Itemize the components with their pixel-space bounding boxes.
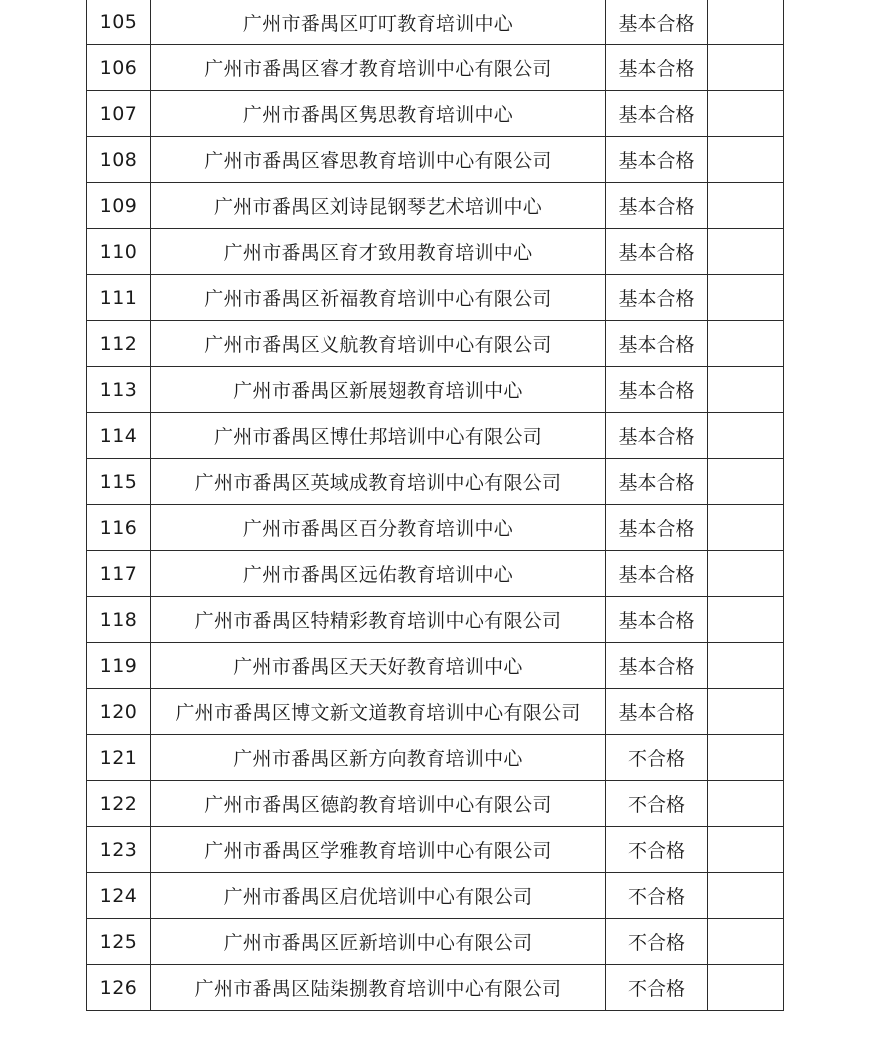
remark-cell [708, 137, 784, 183]
document-page [86, 0, 783, 1011]
inspection-result-cell: 基本合格 [606, 91, 708, 137]
row-number-cell: 120 [87, 689, 151, 735]
inspection-result-cell: 基本合格 [606, 321, 708, 367]
inspection-result-cell: 基本合格 [606, 689, 708, 735]
row-number-cell: 108 [87, 137, 151, 183]
institution-name-cell: 广州市番禺区百分教育培训中心 [151, 505, 606, 551]
inspection-result-cell: 不合格 [606, 735, 708, 781]
institution-name-cell: 广州市番禺区天天好教育培训中心 [151, 643, 606, 689]
row-number-cell: 110 [87, 229, 151, 275]
remark-cell [708, 689, 784, 735]
inspection-result-cell: 不合格 [606, 965, 708, 1011]
inspection-result-cell: 基本合格 [606, 505, 708, 551]
inspection-result-cell: 基本合格 [606, 459, 708, 505]
remark-cell [708, 459, 784, 505]
remark-cell [708, 597, 784, 643]
inspection-result-cell: 不合格 [606, 873, 708, 919]
institution-name-cell: 广州市番禺区启优培训中心有限公司 [151, 873, 606, 919]
institution-name-cell: 广州市番禺区德韵教育培训中心有限公司 [151, 781, 606, 827]
row-number-cell: 105 [87, 0, 151, 45]
institution-name-cell: 广州市番禺区博文新文道教育培训中心有限公司 [151, 689, 606, 735]
remark-cell [708, 0, 784, 45]
row-number-cell: 112 [87, 321, 151, 367]
inspection-result-cell: 基本合格 [606, 367, 708, 413]
institution-name-cell: 广州市番禺区匠新培训中心有限公司 [151, 919, 606, 965]
institution-name-cell: 广州市番禺区刘诗昆钢琴艺术培训中心 [151, 183, 606, 229]
row-number-cell: 118 [87, 597, 151, 643]
table-row [87, 735, 784, 781]
inspection-result-cell: 不合格 [606, 781, 708, 827]
remark-cell [708, 873, 784, 919]
inspection-result-cell: 基本合格 [606, 643, 708, 689]
inspection-result-cell: 基本合格 [606, 137, 708, 183]
institution-name-cell: 广州市番禺区育才致用教育培训中心 [151, 229, 606, 275]
table-row [87, 321, 784, 367]
inspection-result-cell: 基本合格 [606, 551, 708, 597]
table-row [87, 919, 784, 965]
table-row [87, 45, 784, 91]
table-row [87, 965, 784, 1011]
remark-cell [708, 413, 784, 459]
inspection-result-cell: 基本合格 [606, 183, 708, 229]
row-number-cell: 122 [87, 781, 151, 827]
remark-cell [708, 827, 784, 873]
institution-name-cell: 广州市番禺区祈福教育培训中心有限公司 [151, 275, 606, 321]
remark-cell [708, 643, 784, 689]
table-row [87, 505, 784, 551]
row-number-cell: 113 [87, 367, 151, 413]
institution-name-cell: 广州市番禺区新方向教育培训中心 [151, 735, 606, 781]
institution-name-cell: 广州市番禺区学雅教育培训中心有限公司 [151, 827, 606, 873]
institution-name-cell: 广州市番禺区远佑教育培训中心 [151, 551, 606, 597]
table-row [87, 459, 784, 505]
row-number-cell: 124 [87, 873, 151, 919]
inspection-result-cell: 不合格 [606, 827, 708, 873]
remark-cell [708, 183, 784, 229]
remark-cell [708, 965, 784, 1011]
row-number-cell: 126 [87, 965, 151, 1011]
row-number-cell: 109 [87, 183, 151, 229]
row-number-cell: 117 [87, 551, 151, 597]
remark-cell [708, 91, 784, 137]
table-row [87, 689, 784, 735]
institution-name-cell: 广州市番禺区陆柒捌教育培训中心有限公司 [151, 965, 606, 1011]
remark-cell [708, 735, 784, 781]
table-row [87, 827, 784, 873]
remark-cell [708, 781, 784, 827]
row-number-cell: 119 [87, 643, 151, 689]
table-row [87, 643, 784, 689]
remark-cell [708, 321, 784, 367]
row-number-cell: 111 [87, 275, 151, 321]
table-row [87, 413, 784, 459]
inspection-result-cell: 基本合格 [606, 229, 708, 275]
remark-cell [708, 275, 784, 321]
institution-result-table [86, 0, 784, 1011]
inspection-result-cell: 基本合格 [606, 0, 708, 45]
row-number-cell: 107 [87, 91, 151, 137]
institution-name-cell: 广州市番禺区新展翅教育培训中心 [151, 367, 606, 413]
institution-name-cell: 广州市番禺区英域成教育培训中心有限公司 [151, 459, 606, 505]
row-number-cell: 106 [87, 45, 151, 91]
remark-cell [708, 919, 784, 965]
table-body [87, 0, 784, 1011]
remark-cell [708, 229, 784, 275]
institution-name-cell: 广州市番禺区博仕邦培训中心有限公司 [151, 413, 606, 459]
table-row [87, 183, 784, 229]
inspection-result-cell: 基本合格 [606, 45, 708, 91]
remark-cell [708, 367, 784, 413]
table-row [87, 275, 784, 321]
table-row [87, 873, 784, 919]
inspection-result-cell: 基本合格 [606, 275, 708, 321]
institution-name-cell: 广州市番禺区特精彩教育培训中心有限公司 [151, 597, 606, 643]
table-row [87, 0, 784, 45]
row-number-cell: 125 [87, 919, 151, 965]
institution-name-cell: 广州市番禺区叮叮教育培训中心 [151, 0, 606, 45]
table-row [87, 91, 784, 137]
table-row [87, 551, 784, 597]
inspection-result-cell: 不合格 [606, 919, 708, 965]
table-row [87, 229, 784, 275]
remark-cell [708, 45, 784, 91]
remark-cell [708, 505, 784, 551]
row-number-cell: 116 [87, 505, 151, 551]
remark-cell [708, 551, 784, 597]
institution-name-cell: 广州市番禺区睿才教育培训中心有限公司 [151, 45, 606, 91]
inspection-result-cell: 基本合格 [606, 413, 708, 459]
table-row [87, 367, 784, 413]
institution-name-cell: 广州市番禺区义航教育培训中心有限公司 [151, 321, 606, 367]
row-number-cell: 114 [87, 413, 151, 459]
row-number-cell: 121 [87, 735, 151, 781]
institution-name-cell: 广州市番禺区睿思教育培训中心有限公司 [151, 137, 606, 183]
inspection-result-cell: 基本合格 [606, 597, 708, 643]
table-row [87, 137, 784, 183]
table-row [87, 597, 784, 643]
table-row [87, 781, 784, 827]
row-number-cell: 123 [87, 827, 151, 873]
institution-name-cell: 广州市番禺区隽思教育培训中心 [151, 91, 606, 137]
row-number-cell: 115 [87, 459, 151, 505]
